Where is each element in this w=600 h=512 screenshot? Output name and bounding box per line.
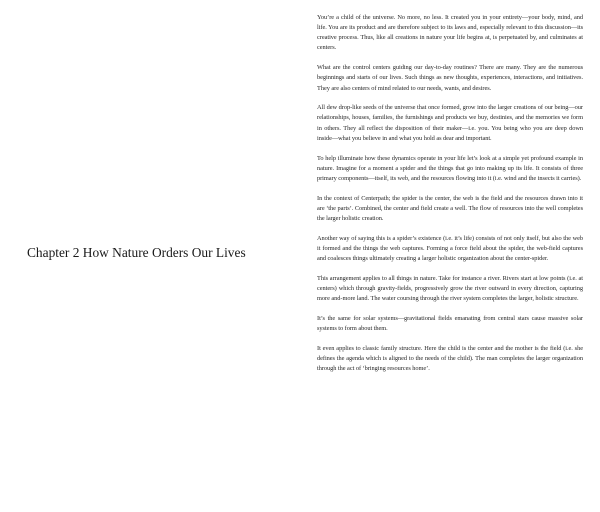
paragraph: You’re a child of the universe. No more, no less. It created you in your entirety—your body, mind, and life. You are its product and are therefore subject to its laws and, especially relevant to this discussion—its creative process. Thus, like all creations in nature your life begins at, is perpetuated by, and culminates at centers. — [317, 14, 583, 52]
right-page — [317, 13, 583, 384]
paragraph: To help illuminate how these dynamics operate in your life let’s look at a simple yet profound example in nature. Imagine for a moment a spider and the things that go into making up its life. It consists of three primary components—itself, its web, and the resources flowing into it (i.e. wind and the insects it carries). — [317, 154, 583, 182]
paragraph: Another way of saying this is a spider’s existence (i.e. it’s life) consists of not only itself, but also the web it formed and the things the web captures. Forming a force field about the spider, the web-field captures and coalesces things ultimately creating a larger holistic organization about the center-spider. — [317, 234, 583, 262]
paragraph: It’s the same for solar systems—gravitational fields emanating from central stars cause massive solar systems to form about them. — [317, 314, 583, 332]
paragraph: All dew drop-like seeds of the universe that once formed, grow into the larger creations of our being—our relationships, houses, families, the furnishings and products we buy, destinies, and the memories we form in others. They all reflect the disposition of their maker—i.e. you. You being who you are deep down inside—what you believe in and what you hold as dear and important. — [317, 104, 583, 142]
paragraph: In the context of Centerpath; the spider is the center, the web is the field and the resources drawn into it are ‘the parts’. Combined, the center and field create a well. The flow of resources into the well completes the larger holistic creation. — [317, 194, 583, 222]
paragraph: This arrangement applies to all things in nature. Take for instance a river. Rivers start at low points (i.e. at centers) which through gravity-fields, progressively grow the river outward in every direction, capturing more and-more land. The water coursing through the river system completes the larger, holistic structure. — [317, 274, 583, 302]
paragraph: It even applies to classic family structure. Here the child is the center and the mother is the field (i.e. she defines the agenda which is aligned to the needs of the child). The man completes the larger organization through the act of ‘bringing resources home’. — [317, 344, 583, 372]
chapter-title: Chapter 2 How Nature Orders Our Lives — [27, 245, 246, 260]
paragraph: What are the control centers guiding our day-to-day routines? There are many. They are the numerous beginnings and starts of our lives. Such things as new thoughts, experiences, interactions, and initiatives. They are also centers of mind related to our needs, wants, and desires. — [317, 64, 583, 92]
